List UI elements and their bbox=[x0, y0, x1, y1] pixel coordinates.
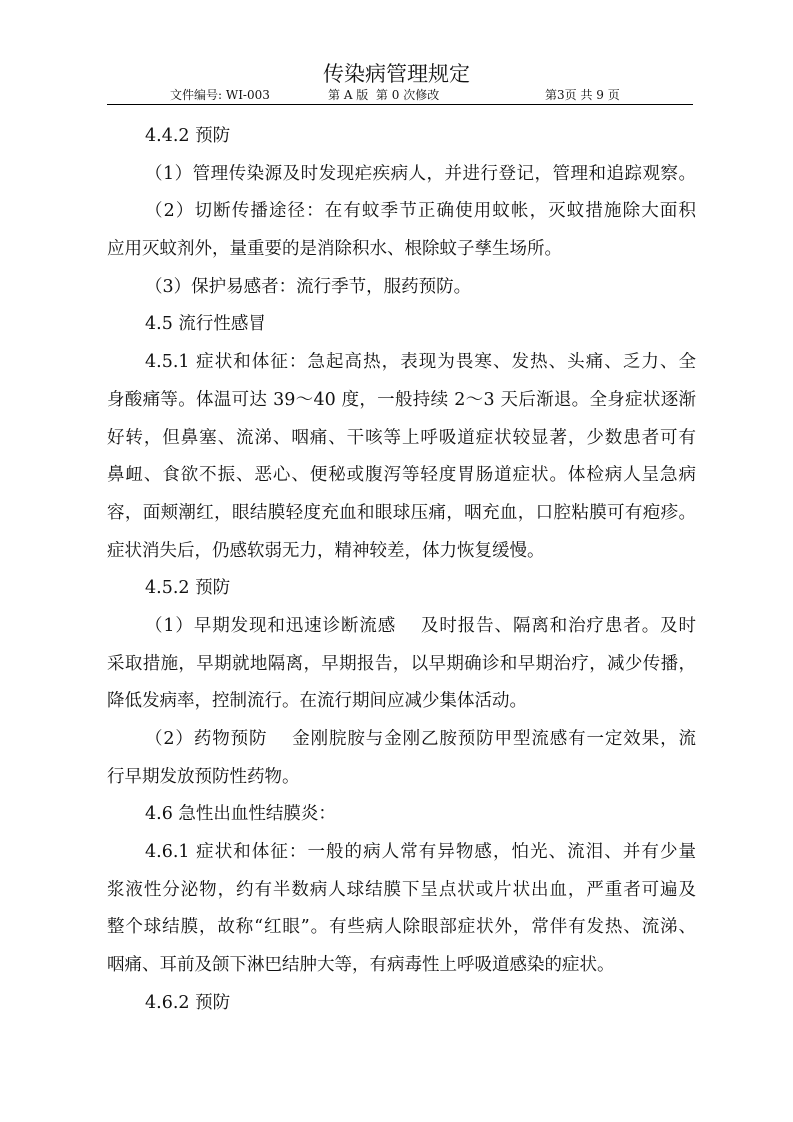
document-title: 传染病管理规定 bbox=[323, 62, 470, 86]
document-body bbox=[107, 124, 696, 1029]
text-line: 4.6 急性出血性结膜炎： bbox=[145, 804, 336, 825]
document-number: 文件编号: WI-003 bbox=[170, 88, 270, 102]
text-line: 4.5 流行性感冒 bbox=[145, 314, 266, 335]
text-line: 好转，但鼻塞、流涕、咽痛、干咳等上呼吸道症状较显著，少数患者可有 bbox=[107, 427, 696, 448]
text-line: 4.5.1 症状和体征：急起高热，表现为畏寒、发热、头痛、乏力、全 bbox=[145, 352, 696, 373]
text-line: 应用灭蚊剂外，量重要的是消除积水、根除蚊子孳生场所。 bbox=[107, 239, 562, 260]
text-line: （3）保护易感者：流行季节，服药预防。 bbox=[145, 276, 472, 297]
text-line: （2）药物预防 金刚脘胺与金刚乙胺预防甲型流感有一定效果，流 bbox=[145, 729, 696, 749]
text-line: 浆液性分泌物，约有半数病人球结膜下呈点状或片状出血，严重者可遍及 bbox=[107, 879, 696, 900]
text-line: 鼻衄、食欲不振、恶心、便秘或腹泻等轻度胃肠道症状。体检病人呈急病 bbox=[107, 465, 696, 486]
page-indicator: 第3页 共 9 页 bbox=[545, 88, 620, 102]
text-line: 4.5.2 预防 bbox=[145, 578, 231, 599]
text-line: （1）早期发现和迅速诊断流感 及时报告、隔离和治疗患者。及时 bbox=[145, 615, 696, 636]
document-version: 第 A 版 第 0 次修改 bbox=[328, 88, 440, 102]
text-line: 症状消失后，仍感软弱无力，精神较差，体力恢复缓慢。 bbox=[107, 540, 545, 561]
text-line: 采取措施，早期就地隔离，早期报告，以早期确诊和早期治疗，减少传播， bbox=[107, 653, 696, 674]
text-line: 行早期发放预防性药物。 bbox=[107, 766, 300, 787]
text-line: 4.6.2 预防 bbox=[145, 992, 231, 1013]
text-line: 整个球结膜，故称“红眼”。有些病人除眼部症状外，常伴有发热、流涕、 bbox=[107, 917, 696, 938]
text-line: 4.4.2 预防 bbox=[145, 126, 231, 146]
text-line: 咽痛、耳前及颌下淋巴结肿大等，有病毒性上呼吸道感染的症状。 bbox=[107, 955, 615, 976]
text-line: （1）管理传染源及时发现疟疾病人，并进行登记，管理和追踪观察。 bbox=[145, 163, 696, 184]
text-line: 4.6.1 症状和体征：一般的病人常有异物感，怕光、流泪、并有少量 bbox=[145, 842, 696, 863]
header-divider bbox=[107, 104, 693, 105]
text-line: 容，面颊潮红，眼结膜轻度充血和眼球压痛，咽充血，口腔粘膜可有疱疹。 bbox=[107, 502, 696, 523]
text-line: （2）切断传播途径：在有蚊季节正确使用蚊帐，灭蚊措施除大面积 bbox=[145, 201, 696, 222]
text-line: 身酸痛等。体温可达 39～40 度，一般持续 2～3 天后渐退。全身症状逐渐 bbox=[107, 389, 696, 410]
text-line: 降低发病率，控制流行。在流行期间应减少集体活动。 bbox=[107, 691, 527, 712]
